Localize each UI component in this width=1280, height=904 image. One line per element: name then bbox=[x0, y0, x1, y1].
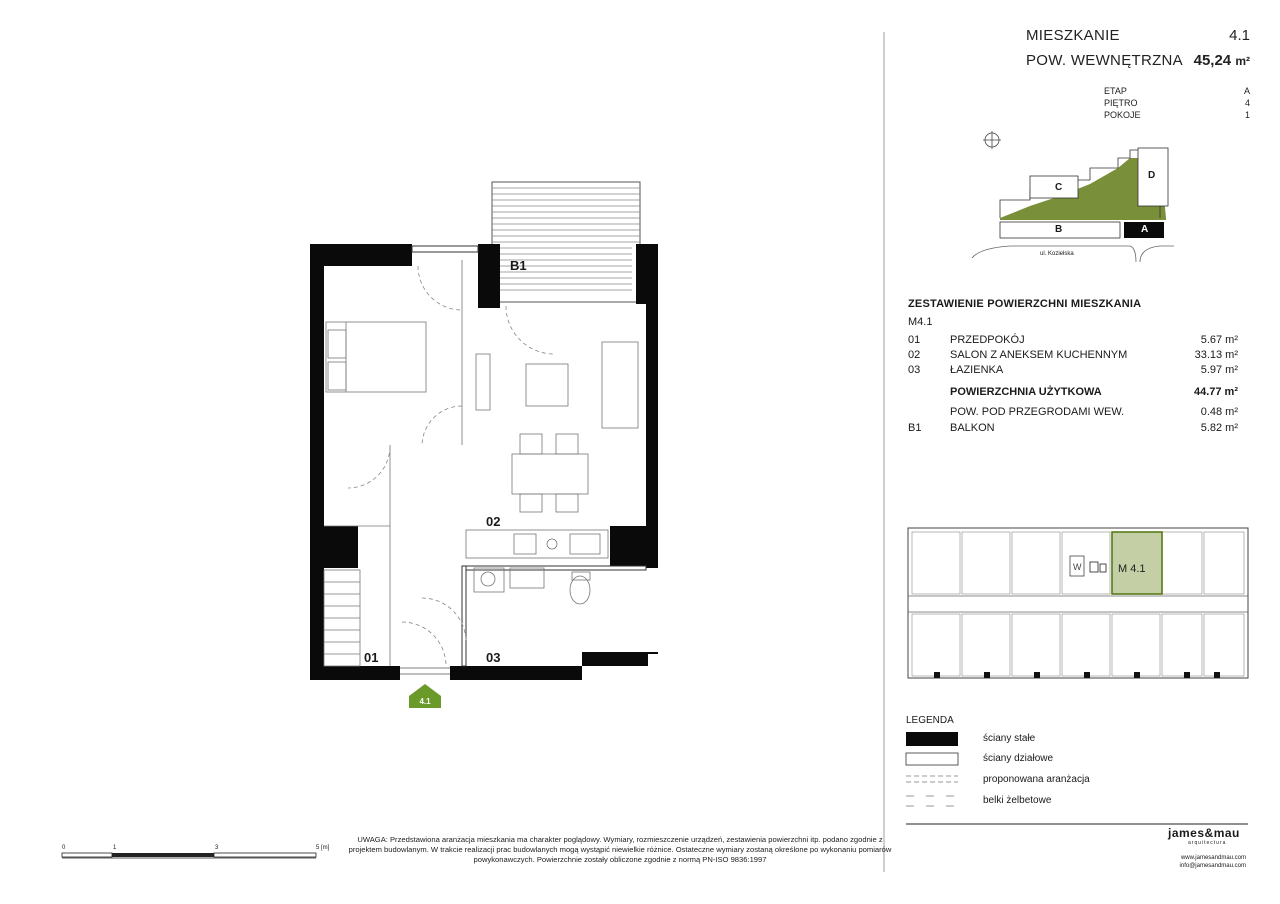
summary-row: 03 ŁAZIENKA 5.97 m² bbox=[908, 364, 1238, 376]
meta-value-floor: 4 bbox=[1244, 98, 1250, 108]
room-label-living: 02 bbox=[486, 514, 501, 529]
summary-row: POW. POD PRZEGRODAMI WEW. 0.48 m² bbox=[950, 406, 1238, 418]
meta-value-etap: A bbox=[1243, 86, 1250, 96]
meta-label-etap: ETAP bbox=[1104, 86, 1127, 96]
site-street: ul. Koziełska bbox=[1040, 251, 1074, 257]
scale-tick-3: 3 bbox=[215, 845, 219, 851]
summary-unit-code: M4.1 bbox=[908, 316, 933, 328]
summary-row: B1 BALKON 5.82 m² bbox=[908, 422, 1238, 434]
brand-sub: arquitectura bbox=[1188, 840, 1227, 846]
interior-lines bbox=[324, 260, 638, 666]
site-plan bbox=[972, 131, 1174, 262]
meta-value-rooms: 1 bbox=[1244, 110, 1250, 120]
site-building-d: D bbox=[1148, 170, 1156, 181]
brand-email[interactable]: info@jamesandmau.com bbox=[1179, 863, 1246, 869]
site-building-b: B bbox=[1055, 224, 1063, 235]
meta-label-rooms: POKOJE bbox=[1104, 110, 1141, 120]
partition-walls bbox=[412, 246, 646, 666]
area-value: 45,24 m² bbox=[1193, 52, 1250, 69]
entrance-door bbox=[400, 668, 450, 674]
summary-row: 01 PRZEDPOKÓJ 5.67 m² bbox=[908, 334, 1238, 346]
area-label: POW. WEWNĘTRZNA bbox=[1026, 52, 1183, 69]
disclaimer-note: UWAGA: Przedstawiona aranżacja mieszkania ma charakter poglądowy. Wymiary, rozmieszczenie urządzeń, zestawienia powierzchni itp. podano zgodnie z projektem budowlanym. W trakcie realizacji prac budowlanych mogą wystąpić niewielkie różnice. Ostateczne wymiary zostaną określone po wykonaniu pomiarów powykonawczych. Powierzchnie zostały obliczone zgodnie z normą PN-ISO 9836:1997 bbox=[348, 835, 892, 864]
floor-key-unit-label: M 4.1 bbox=[1118, 563, 1146, 575]
summary-row: 02 SALON Z ANEKSEM KUCHENNYM 33.13 m² bbox=[908, 349, 1238, 361]
brand-web[interactable]: www.jamesandmau.com bbox=[1180, 855, 1246, 861]
legend-swatches bbox=[906, 732, 958, 806]
legend-item-beams: belki żelbetowe bbox=[983, 795, 1052, 806]
site-building-c: C bbox=[1055, 182, 1063, 193]
scale-bar bbox=[62, 853, 316, 858]
site-building-a: A bbox=[1141, 224, 1149, 235]
floor-key bbox=[908, 528, 1248, 678]
brand-logo: james&mau bbox=[1168, 826, 1240, 840]
scale-tick-1: 1 bbox=[113, 845, 117, 851]
apartment-number: 4.1 bbox=[1229, 27, 1250, 44]
scale-tick-5: 5 [m] bbox=[316, 845, 330, 851]
room-label-bath: 03 bbox=[486, 650, 501, 665]
balcony bbox=[492, 182, 640, 302]
structural-walls bbox=[310, 244, 658, 680]
apartment-label: MIESZKANIE bbox=[1026, 27, 1120, 44]
legend-item-solid: ściany stałe bbox=[983, 733, 1036, 744]
floor-key-stair-label: W bbox=[1073, 562, 1082, 572]
door-swings bbox=[348, 266, 554, 666]
room-label-hall: 01 bbox=[364, 650, 379, 665]
summary-row-total: POWIERZCHNIA UŻYTKOWA 44.77 m² bbox=[950, 386, 1238, 398]
legend-item-dashed: proponowana aranżacja bbox=[983, 774, 1090, 785]
room-label-balcony: B1 bbox=[510, 258, 527, 273]
meta-label-floor: PIĘTRO bbox=[1104, 98, 1138, 108]
entrance-tag-label: 4.1 bbox=[419, 697, 431, 706]
legend-item-outline: ściany działowe bbox=[983, 753, 1054, 764]
summary-title: ZESTAWIENIE POWIERZCHNI MIESZKANIA bbox=[908, 298, 1142, 310]
legend-title: LEGENDA bbox=[906, 715, 954, 726]
scale-tick-0: 0 bbox=[62, 845, 66, 851]
